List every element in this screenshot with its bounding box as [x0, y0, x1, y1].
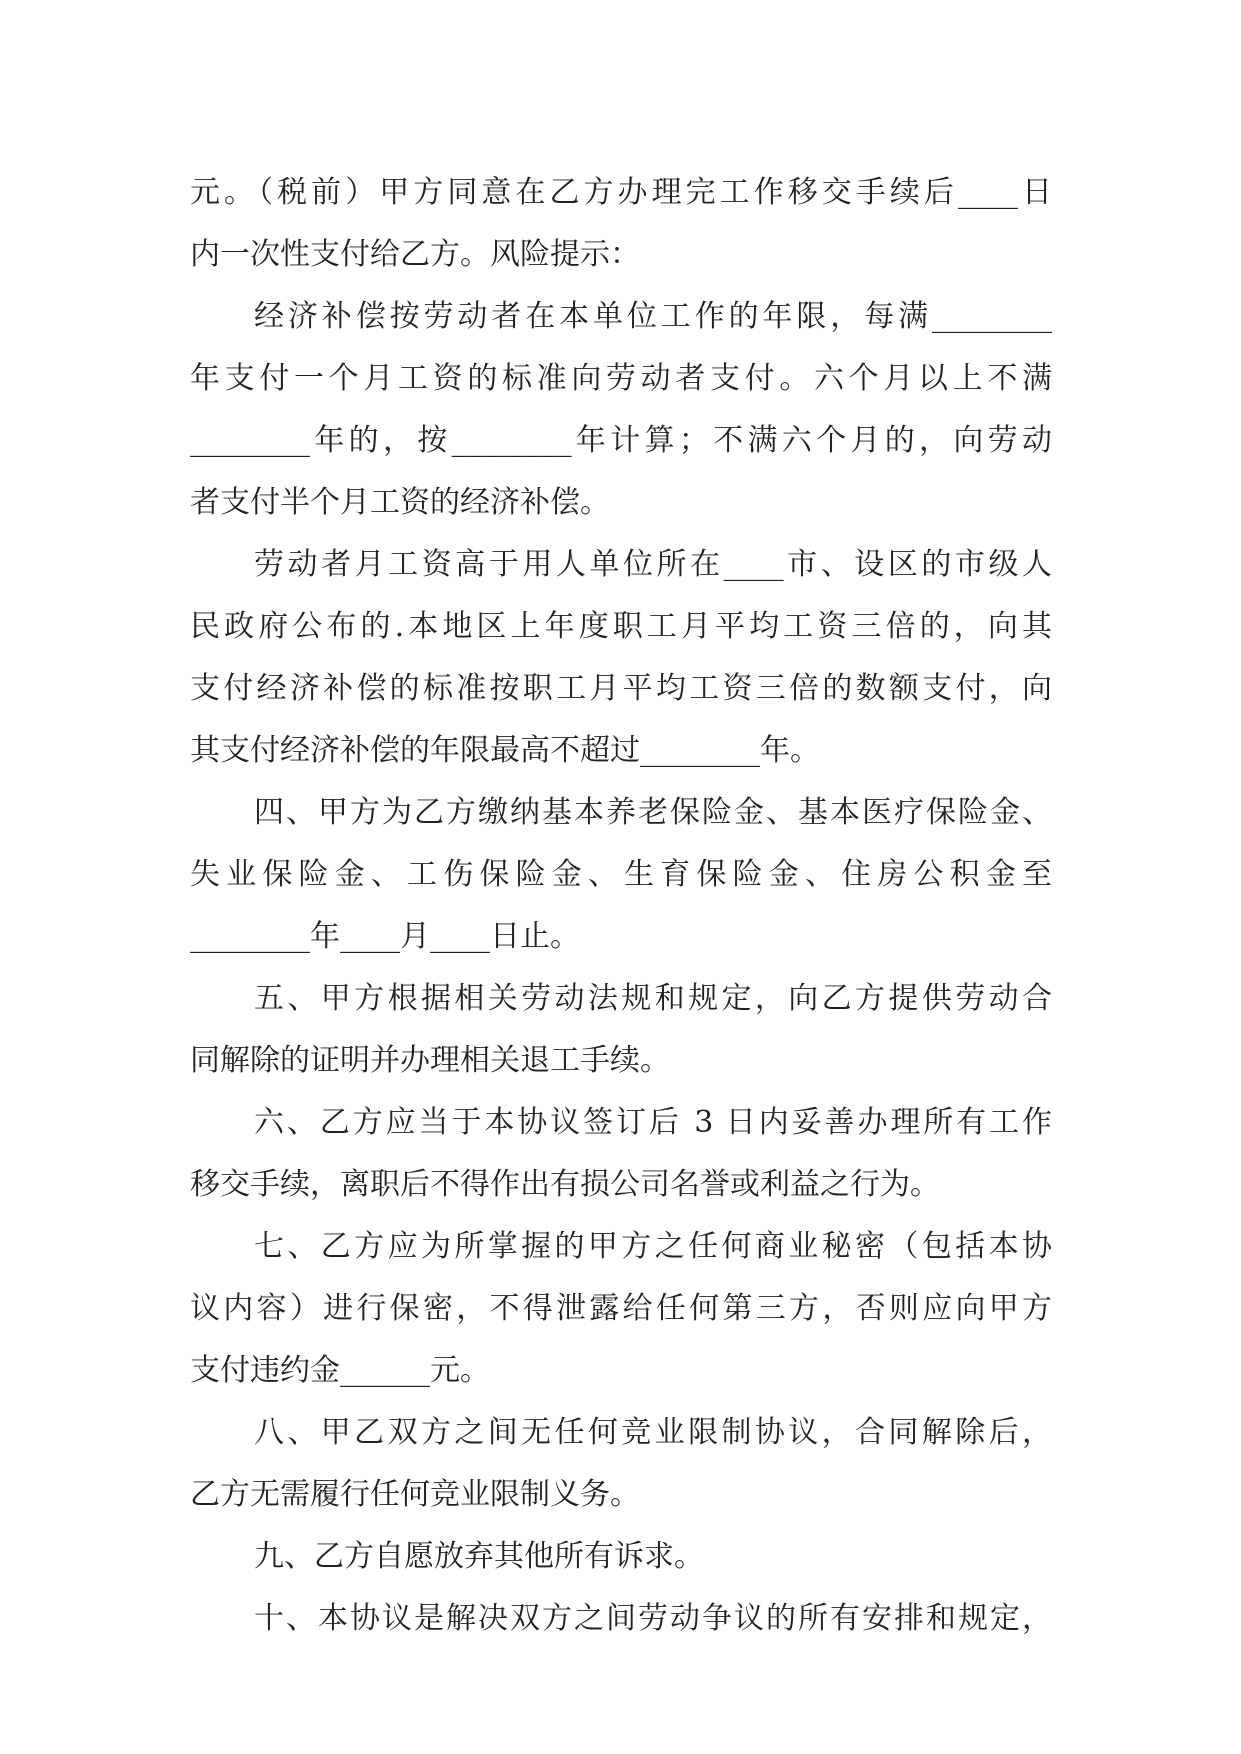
text-line-13: ________年____月____日止。	[190, 919, 580, 954]
document-body	[190, 162, 1052, 1650]
text-line-4: 年支付一个月工资的标准向劳动者支付。六个月以上不满	[190, 361, 1052, 396]
text-line-3: 经济补偿按劳动者在本单位工作的年限，每满________	[254, 299, 1052, 334]
text-line-22: 乙方无需履行任何竞业限制义务。	[190, 1477, 640, 1512]
text-line-9: 支付经济补偿的标准按职工月平均工资三倍的数额支付，向	[190, 671, 1052, 706]
text-line-12: 失业保险金、工伤保险金、生育保险金、住房公积金至	[190, 857, 1052, 892]
text-line-6: 者支付半个月工资的经济补偿。	[190, 485, 610, 520]
text-line-21: 八、甲乙双方之间无任何竞业限制协议，合同解除后，	[254, 1415, 1052, 1450]
text-line-8: 民政府公布的.本地区上年度职工月平均工资三倍的，向其	[190, 609, 1052, 644]
text-line-23: 九、乙方自愿放弃其他所有诉求。	[254, 1539, 704, 1574]
text-line-20: 支付违约金______元。	[190, 1353, 490, 1388]
text-line-10: 其支付经济补偿的年限最高不超过________年。	[190, 733, 820, 768]
text-line-19: 议内容）进行保密，不得泄露给任何第三方，否则应向甲方	[190, 1291, 1052, 1326]
text-line-2: 内一次性支付给乙方。风险提示：	[190, 237, 640, 272]
text-line-5: ________年的，按________年计算；不满六个月的，向劳动	[190, 423, 1052, 458]
text-line-24: 十、本协议是解决双方之间劳动争议的所有安排和规定，	[254, 1601, 1052, 1636]
text-line-16: 六、乙方应当于本协议签订后 3 日内妥善办理所有工作	[254, 1105, 1052, 1140]
text-line-17: 移交手续，离职后不得作出有损公司名誉或利益之行为。	[190, 1167, 940, 1202]
text-line-7: 劳动者月工资高于用人单位所在____市、设区的市级人	[254, 547, 1052, 582]
text-line-18: 七、乙方应为所掌握的甲方之任何商业秘密（包括本协	[254, 1229, 1052, 1264]
text-line-15: 同解除的证明并办理相关退工手续。	[190, 1043, 670, 1078]
text-line-11: 四、甲方为乙方缴纳基本养老保险金、基本医疗保险金、	[254, 795, 1052, 830]
text-line-14: 五、甲方根据相关劳动法规和规定，向乙方提供劳动合	[254, 981, 1052, 1016]
text-line-1: 元。（税前）甲方同意在乙方办理完工作移交手续后____日	[190, 175, 1052, 210]
